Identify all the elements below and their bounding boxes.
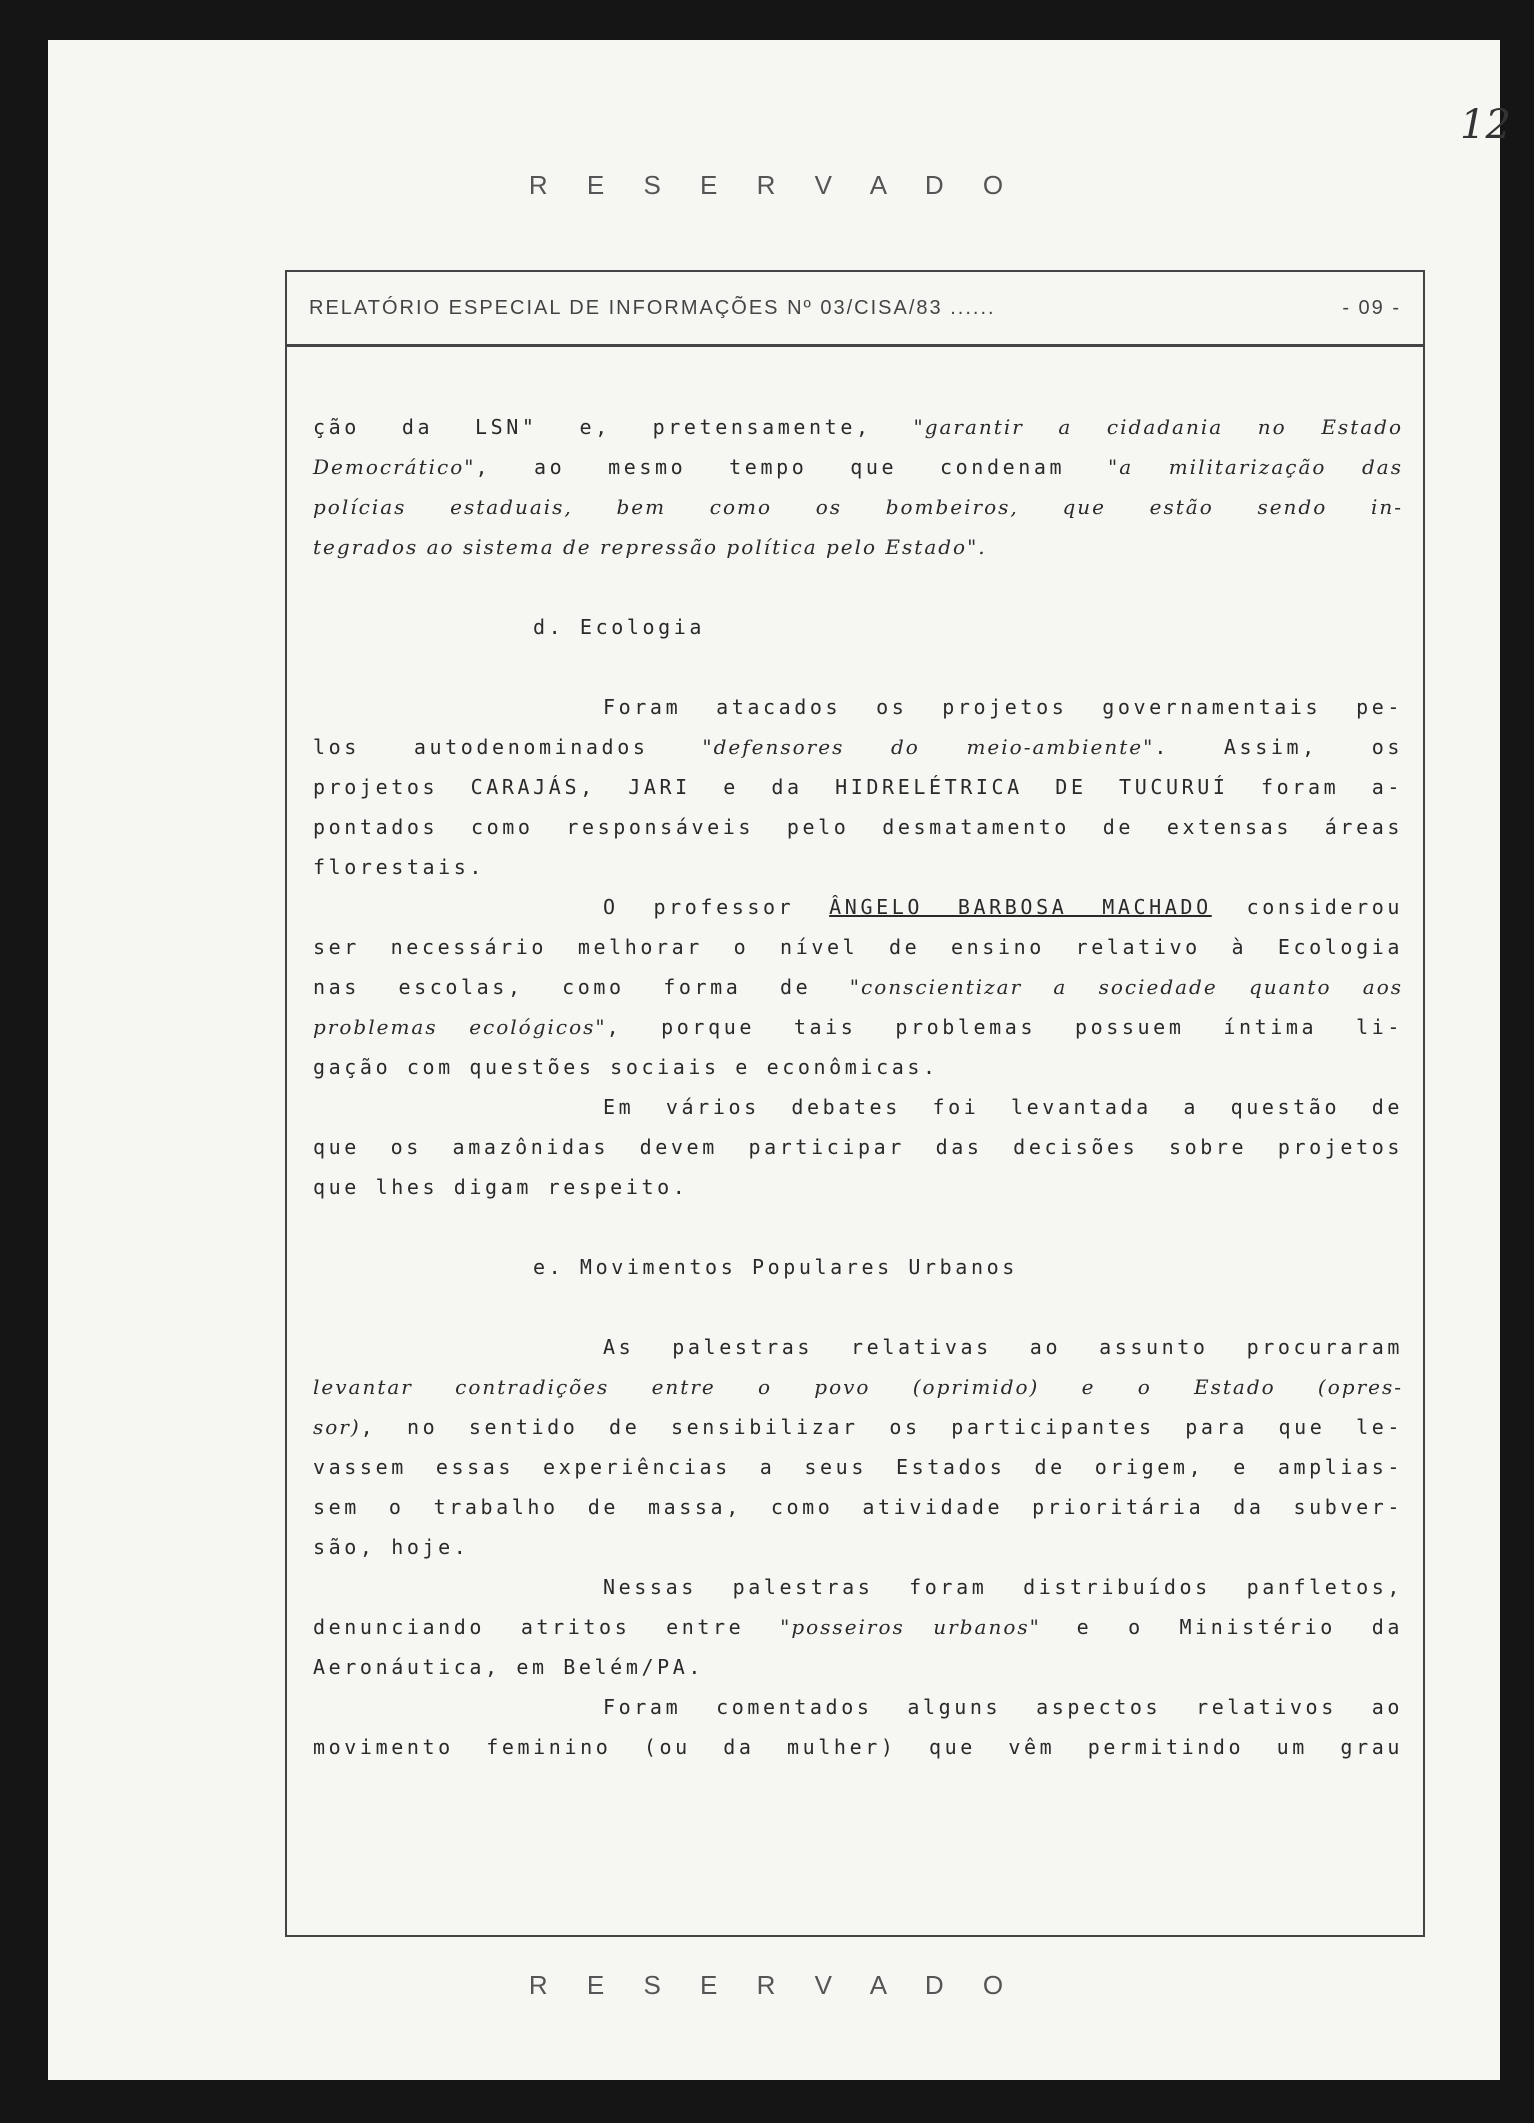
underlined-name: ÂNGELO BARBOSA MACHADO	[829, 895, 1212, 919]
text-line: Democrático", ao mesmo tempo que condenam "a militarização das	[313, 455, 1403, 479]
text-line: Foram atacados os projetos governamentais pe-	[603, 695, 1403, 719]
report-frame	[285, 270, 1425, 1937]
text-line: Nessas palestras foram distribuídos panfletos,	[603, 1575, 1403, 1599]
section-heading-movimentos: e. Movimentos Populares Urbanos	[533, 1255, 1018, 1279]
text-line: O professor ÂNGELO BARBOSA MACHADO considerou	[603, 895, 1403, 919]
text-line: sor), no sentido de sensibilizar os participantes para que le-	[313, 1415, 1403, 1439]
text-line: As palestras relativas ao assunto procuraram	[603, 1335, 1403, 1359]
text-line: polícias estaduais, bem como os bombeiros, que estão sendo in-	[313, 495, 1403, 519]
text-line: problemas ecológicos", porque tais problemas possuem íntima li-	[313, 1015, 1403, 1039]
section-heading-ecologia: d. Ecologia	[533, 615, 706, 639]
text-line: vassem essas experiências a seus Estados de origem, e amplias-	[313, 1455, 1403, 1479]
report-body	[313, 407, 1403, 1767]
text-line: ção da LSN" e, pretensamente, "garantir a cidadania no Estado	[313, 415, 1403, 439]
text-line: florestais.	[313, 855, 486, 879]
text-line: Em vários debates foi levantada a questão de	[603, 1095, 1403, 1119]
text-line: ser necessário melhorar o nível de ensino relativo à Ecologia	[313, 935, 1403, 959]
text-line: tegrados ao sistema de repressão política pelo Estado".	[313, 535, 987, 559]
text-line: denunciando atritos entre "posseiros urbanos" e o Ministério da	[313, 1615, 1403, 1639]
classification-top: R E S E R V A D O	[528, 170, 1020, 200]
text-line: são, hoje.	[313, 1535, 470, 1559]
text-line: pontados como responsáveis pelo desmatamento de extensas áreas	[313, 815, 1403, 839]
report-header	[287, 272, 1423, 347]
text-line: gação com questões sociais e econômicas.	[313, 1055, 939, 1079]
text-line: movimento feminino (ou da mulher) que vêm permitindo um grau	[313, 1735, 1403, 1759]
text-line: Aeronáutica, em Belém/PA.	[313, 1655, 705, 1679]
text-line: que lhes digam respeito.	[313, 1175, 689, 1199]
text-line: sem o trabalho de massa, como atividade prioritária da subver-	[313, 1495, 1403, 1519]
report-title: RELATÓRIO ESPECIAL DE INFORMAÇÕES Nº 03/CISA/83 ......	[309, 296, 996, 319]
text-line: Foram comentados alguns aspectos relativos ao	[603, 1695, 1403, 1719]
text-line: nas escolas, como forma de "conscientizar a sociedade quanto aos	[313, 975, 1403, 999]
page-number: 12	[1460, 102, 1511, 148]
report-page: - 09 -	[1342, 296, 1401, 319]
document-page	[48, 40, 1511, 2080]
text-line: que os amazônidas devem participar das decisões sobre projetos	[313, 1135, 1403, 1159]
text-line: los autodenominados "defensores do meio-ambiente". Assim, os	[313, 735, 1403, 759]
classification-bottom: R E S E R V A D O	[528, 1970, 1020, 2000]
text-line: levantar contradições entre o povo (oprimido) e o Estado (opres-	[313, 1375, 1403, 1399]
text-line: projetos CARAJÁS, JARI e da HIDRELÉTRICA DE TUCURUÍ foram a-	[313, 775, 1403, 799]
